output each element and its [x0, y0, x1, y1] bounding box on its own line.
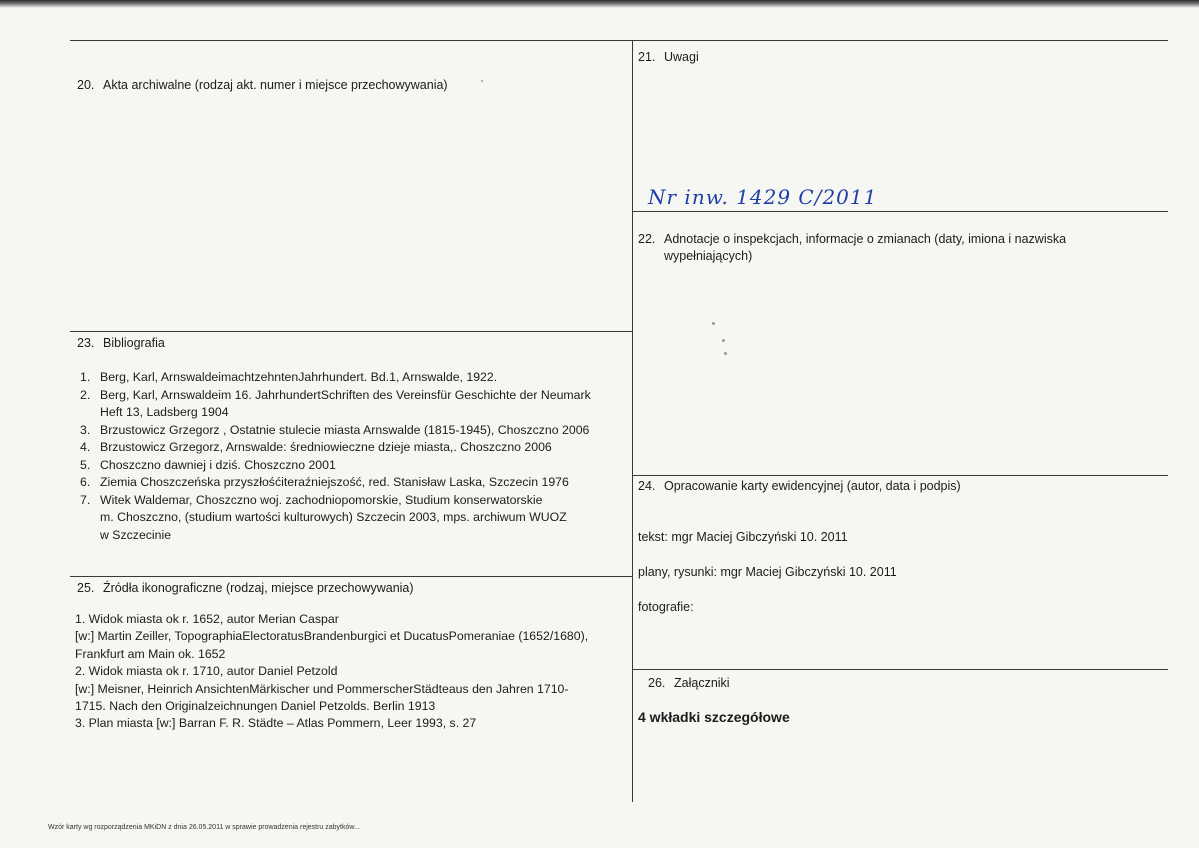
section-25-number: 25.	[77, 581, 95, 595]
bibliography-item	[80, 457, 625, 475]
bibliography-item-number: 5.	[80, 457, 91, 472]
divider-24-26	[632, 669, 1168, 670]
section-20-number: 20.	[77, 78, 95, 92]
divider-22-24	[632, 475, 1168, 476]
section-23-number: 23.	[77, 336, 95, 350]
inventory-number-handwriting: Nr inw. 1429 C/2011	[648, 185, 878, 209]
bibliography-item	[80, 369, 625, 387]
bibliography-item	[80, 439, 625, 457]
bibliography-item-number: 3.	[80, 422, 91, 437]
bibliography-item-line: Heft 13, Ladsberg 1904	[100, 405, 229, 419]
bibliography-list	[80, 369, 625, 544]
section-24-heading	[638, 478, 961, 494]
bibliography-item-number: 6.	[80, 475, 91, 489]
section-25-label: Źródła ikonograficzne (rodzaj, miejsce przechowywania)	[103, 581, 414, 595]
bibliography-item-line: Berg, Karl, Arnswaldeim 16. JahrhundertSchriften des Vereinsfür Geschichte der Neumark	[100, 387, 591, 402]
bibliography-item-number: 4.	[80, 440, 91, 454]
top-border	[70, 40, 1168, 41]
iconography-line: 1715. Nach den Originalzeichnungen Daniel Petzolds. Berlin 1913	[75, 699, 436, 714]
section-21-label: Uwagi	[664, 50, 699, 64]
bibliography-item-line: Ziemia Choszczeńska przyszłośćiteraźniejszość, red. Stanisław Laska, Szczecin 1976	[100, 475, 569, 489]
section-24-label: Opracowanie karty ewidencyjnej (autor, data i podpis)	[664, 479, 961, 493]
section-20-label: Akta archiwalne (rodzaj akt. numer i miejsce przechowywania)	[103, 78, 448, 92]
bibliography-item-line: Berg, Karl, ArnswaldeimachtzehntenJahrhundert. Bd.1, Arnswalde, 1922.	[100, 370, 498, 384]
iconography-line: [w:] Meisner, Heinrich AnsichtenMärkischer und PommerscherStädteaus den Jahren 1710-	[75, 681, 569, 696]
bibliography-item-line: Brzustowicz Grzegorz, Arnswalde: średniowieczne dzieje miasta,. Choszczno 2006	[100, 440, 552, 454]
iconography-line: 3. Plan miasta [w:] Barran F. R. Städte – Atlas Pommern, Leer 1993, s. 27	[75, 716, 477, 731]
section-21-number: 21.	[638, 50, 656, 64]
attachments-value: 4 wkładki szczegółowe	[638, 709, 790, 725]
author-text: tekst: mgr Maciej Gibczyński 10. 2011	[638, 530, 848, 544]
divider-21-22	[632, 211, 1168, 212]
author-plans: plany, rysunki: mgr Maciej Gibczyński 10. 2011	[638, 565, 897, 579]
bibliography-item-number: 1.	[80, 370, 91, 384]
iconography-line: 2. Widok miasta ok r. 1710, autor Daniel Petzold	[75, 664, 338, 679]
section-26-number: 26.	[648, 676, 666, 690]
divider-20-23	[70, 331, 632, 332]
bibliography-item-line: Choszczno dawniej i dziś. Choszczno 2001	[100, 457, 336, 472]
section-22-number: 22.	[638, 232, 656, 246]
bibliography-item-line: Witek Waldemar, Choszczno woj. zachodniopomorskie, Studium konserwatorskie	[100, 492, 543, 507]
iconography-line: 1. Widok miasta ok r. 1652, autor Merian Caspar	[75, 612, 339, 626]
section-21-heading	[638, 49, 699, 65]
section-25-heading	[77, 580, 414, 596]
speck	[481, 80, 483, 82]
bibliography-item	[80, 492, 625, 545]
section-23-label: Bibliografia	[103, 336, 165, 350]
author-photos: fotografie:	[638, 600, 694, 614]
bibliography-item-number: 2.	[80, 387, 91, 402]
section-22-label: Adnotacje o inspekcjach, informacje o zmianach (daty, imiona i nazwiska	[664, 232, 1067, 246]
section-20-heading	[77, 77, 448, 93]
bibliography-item-line: Brzustowicz Grzegorz , Ostatnie stulecie miasta Arnswalde (1815-1945), Choszczno 2006	[100, 422, 590, 437]
bibliography-item-line: w Szczecinie	[100, 527, 172, 542]
footer-note: Wzór karty wg rozporządzenia MKiDN z dnia 26.05.2011 w sprawie prowadzenia rejestru zabytków...	[48, 824, 360, 831]
speck	[712, 322, 715, 325]
section-22-heading	[638, 231, 1066, 247]
iconography-list	[75, 611, 635, 733]
section-26-heading	[648, 675, 730, 691]
bibliography-item-number: 7.	[80, 492, 91, 507]
section-23-heading	[77, 335, 165, 351]
bibliography-item	[80, 422, 625, 440]
bibliography-item	[80, 387, 625, 422]
section-22-label-cont: wypełniających)	[664, 249, 753, 263]
section-24-number: 24.	[638, 479, 656, 493]
iconography-line: [w:] Martin Zeiller, TopographiaElectoratusBrandenburgici et DucatusPomeraniae (1652/1680),	[75, 629, 589, 644]
speck	[724, 352, 727, 355]
bibliography-item	[80, 474, 625, 492]
scan-top-edge	[0, 0, 1199, 8]
bibliography-item-line: m. Choszczno, (studium wartości kulturowych) Szczecin 2003, mps. archiwum WUOZ	[100, 510, 567, 524]
iconography-line: Frankfurt am Main ok. 1652	[75, 646, 226, 661]
section-26-label: Załączniki	[674, 676, 730, 690]
speck	[722, 339, 725, 342]
divider-23-25	[70, 576, 632, 577]
